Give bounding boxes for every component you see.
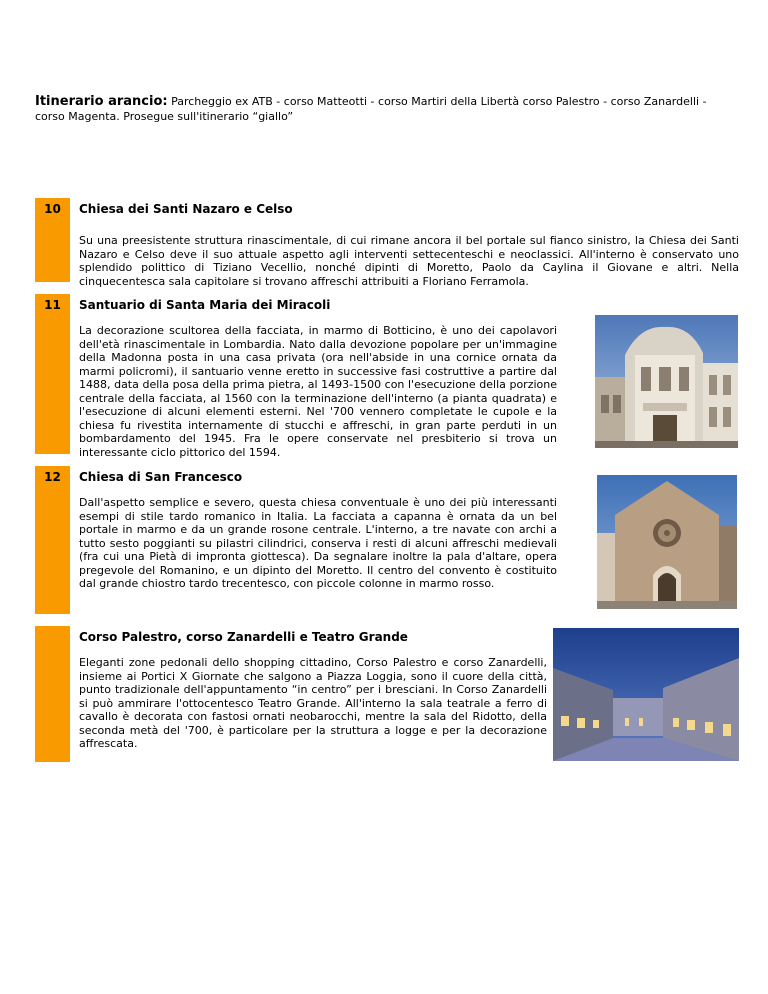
section-text: La decorazione scultorea della facciata, in marmo di Botticino, è uno dei capolavori dell'età rinascimentale in Lombardia. Nato dalla devozione popolare per un'immagine della Madonna posta in una casa privata (ora nell'abside in una cornice ornata da marmi policromi), il santuario venne eretto in successive fasi costruttive a partire dal 1488, data della posa della prima pietra, al 1493-1500 con l'esecuzione della porzione centrale della facciata, al 1560 con la terminazione dell'interno (a pianta quadrata) e l'esecuzione di alcuni elementi esterni. Nel '700 vennero completate le cupole e la chiesa fu rivestita internamente di stucchi e affreschi, in gran parte perduti in un bombardamento del 1945. Fra le opere conservate nel presbiterio si trova un interessante ciclo pittorico del 1594.	[79, 324, 557, 459]
section-text: Su una preesistente struttura rinascimentale, di cui rimane ancora il bel portale sul fianco sinistro, la Chiesa dei Santi Nazaro e Celso deve il suo attuale aspetto agli interventi settecenteschi e neoclassici. All'interno è conservato uno splendido polittico di Tiziano Vecellio, nonché dipinti di Moretto, Paolo da Caylina il Giovane e altri. Nella cinquecentesca sala capitolare si trovano affreschi attribuiti a Floriano Ferramola.	[79, 234, 739, 288]
photo-santa-maria-dei-miracoli	[595, 315, 738, 448]
church-facade-image	[597, 475, 737, 609]
section-number: 12	[44, 470, 61, 484]
section-text: Eleganti zone pedonali dello shopping cittadino, Corso Palestro e corso Zanardelli, insieme ai Portici X Giornate che salgono a Piazza Loggia, sono il cuore della città, punto tradizionale dell'appuntamento “in centro” per i bresciani. In Corso Zanardelli si può ammirare l'ottocentesco Teatro Grande. All'interno la sala teatrale a ferro di cavallo è decorata con fastosi ornati neobarocchi, mentre la sala del Ridotto, della seconda metà del '700, è particolare per la struttura a logge e per la decorazione affrescata.	[79, 656, 547, 750]
photo-corso-zanardelli	[553, 628, 739, 761]
section-title: Santuario di Santa Maria dei Miracoli	[79, 298, 331, 312]
section-number: 10	[44, 202, 61, 216]
section-10	[35, 198, 740, 288]
photo-san-francesco	[597, 475, 737, 609]
street-night-image	[553, 628, 739, 761]
accent-bar	[35, 294, 70, 454]
accent-bar	[35, 466, 70, 614]
section-title: Chiesa di San Francesco	[79, 470, 243, 484]
section-number: 11	[44, 298, 61, 312]
itinerary-header	[35, 94, 735, 124]
church-facade-image	[595, 315, 738, 448]
section-text: Dall'aspetto semplice e severo, questa chiesa conventuale è uno dei più interessanti esempi di stile tardo romanico in Italia. La facciata a capanna è ornata da un bel portale in marmo e da un grande rosone centrale. L'interno, a tre navate con archi a tutto sesto poggianti su pilastri cilindrici, conserva i resti di alcuni affreschi medievali (fra cui una Pietà di impronta giottesca). Da segnalare inoltre la pala d'altare, opera pregevole del Romanino, e un dipinto del Moretto. Il centro del convento è costituito dal grande chiostro tardo trecentesco, con piccole colonne in marmo rosso.	[79, 496, 557, 590]
section-title: Chiesa dei Santi Nazaro e Celso	[79, 202, 293, 216]
itinerary-title: Itinerario arancio:	[35, 94, 168, 109]
itinerary-route: Parcheggio ex ATB - corso Matteotti - corso Martiri della Libertà corso Palestro - corso Zanardelli - corso Magenta. Prosegue sull'itinerario “giallo”	[35, 95, 707, 123]
section-title: Corso Palestro, corso Zanardelli e Teatro Grande	[79, 630, 408, 644]
accent-bar	[35, 626, 70, 762]
